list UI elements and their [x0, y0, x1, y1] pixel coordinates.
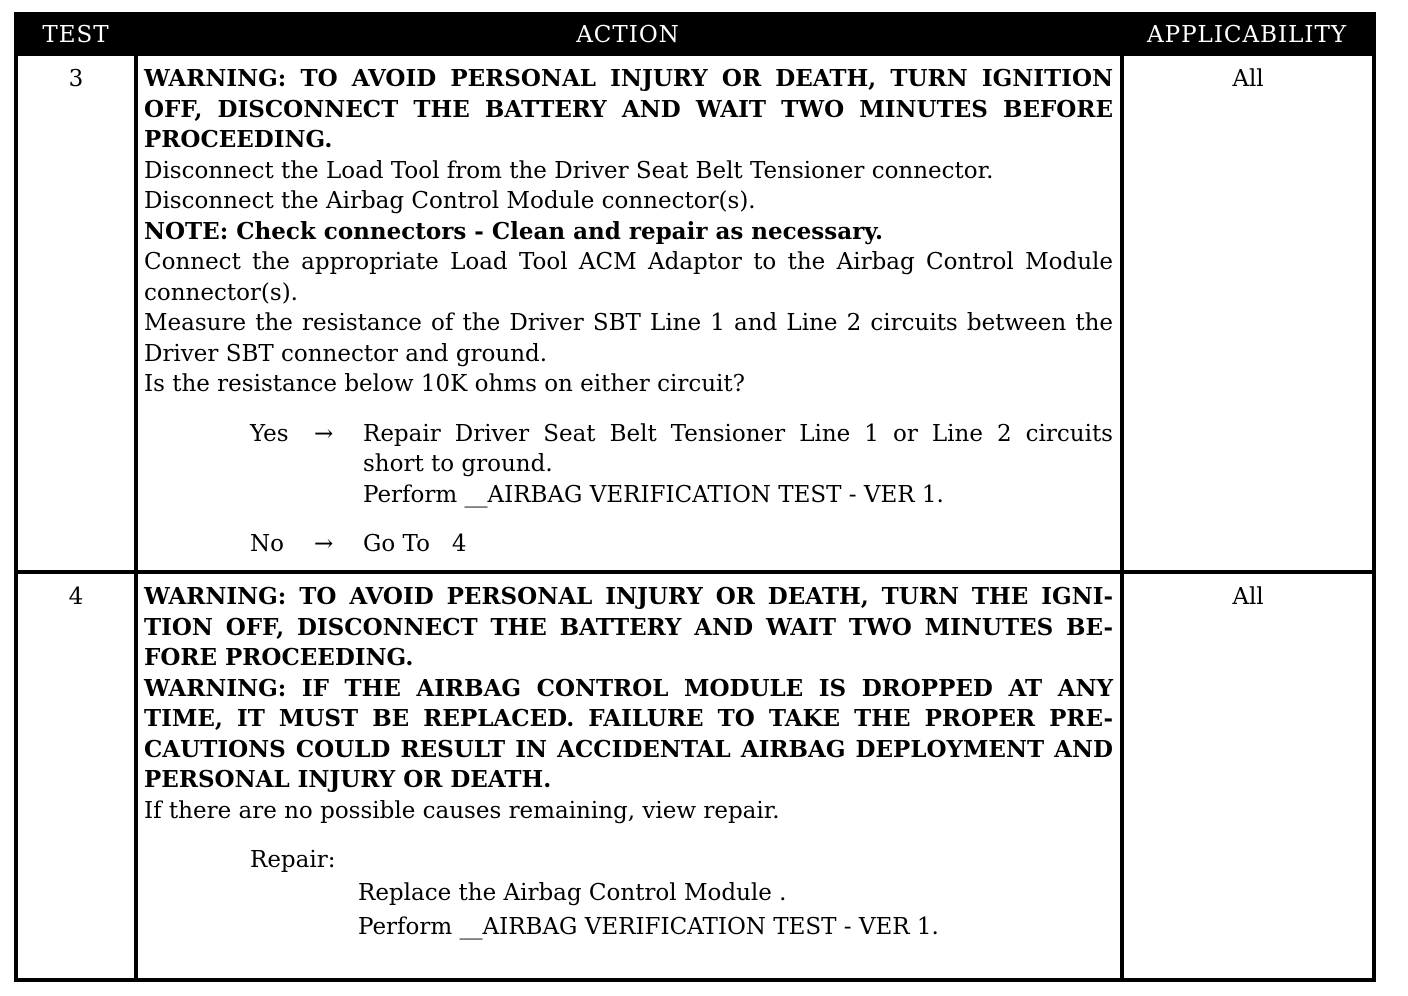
no-label: No — [250, 531, 284, 557]
warning-text: WARNING: TO AVOID PERSONAL INJURY OR DEATH, TURN IGNITION OFF, DISCONNECT THE BATTERY AND WAIT TWO MINUTES BEFORE PROCEEDING. — [144, 65, 1113, 153]
test-number-4: 4 — [68, 584, 84, 610]
action-cell-4 — [144, 582, 1113, 944]
step-text: Connect the appropriate Load Tool ACM Adaptor to the Airbag Control Module connector(s). — [144, 249, 1113, 306]
test-number-3: 3 — [68, 66, 84, 92]
repair-steps — [358, 876, 1113, 944]
right-arrow-icon: → — [314, 531, 334, 557]
repair-step: Perform __AIRBAG VERIFICATION TEST - VER 1. — [358, 913, 939, 940]
step-text: Disconnect the Airbag Control Module connector(s). — [144, 188, 756, 214]
question-text: Is the resistance below 10K ohms on either circuit? — [144, 371, 745, 397]
header-action: ACTION — [576, 22, 680, 48]
repair-step: Replace the Airbag Control Module . — [358, 879, 787, 906]
column-divider — [1120, 56, 1124, 978]
warning-text: WARNING: TO AVOID PERSONAL INJURY OR DEATH, TURN THE IGNI-TION OFF, DISCONNECT THE BATTERY AND WAIT TWO MINUTES BE-FORE PROCEEDING. — [144, 583, 1113, 671]
applicability-3: All — [1232, 66, 1264, 92]
column-divider — [134, 56, 138, 978]
yes-label: Yes — [250, 420, 289, 447]
header-applicability: APPLICABILITY — [1147, 22, 1347, 48]
diagnostic-table — [14, 12, 1376, 982]
action-cell-3 — [144, 64, 1113, 560]
note-text: NOTE: Check connectors - Clean and repair as necessary. — [144, 217, 883, 245]
step-text: Disconnect the Load Tool from the Driver Seat Belt Tensioner connector. — [144, 157, 994, 184]
warning-text: WARNING: IF THE AIRBAG CONTROL MODULE IS DROPPED AT ANY TIME, IT MUST BE REPLACED. FAILURE TO TAKE THE PROPER PRE-CAUTIONS COULD RESULT IN ACCIDENTAL AIRBAG DEPLOYMENT AND PERSONAL INJURY OR DEATH. — [144, 674, 1113, 793]
applicability-4: All — [1232, 584, 1264, 610]
step-text: Measure the resistance of the Driver SBT Line 1 and Line 2 circuits between the Driver SBT connector and ground. — [144, 310, 1113, 367]
yes-text: Perform __AIRBAG VERIFICATION TEST - VER 1. — [363, 481, 944, 508]
header-test: TEST — [42, 22, 110, 48]
yes-text: Repair Driver Seat Belt Tensioner Line 1 or Line 2 circuits short to ground. — [363, 420, 1113, 477]
repair-label: Repair: — [250, 847, 336, 873]
right-arrow-icon: → — [314, 420, 334, 447]
no-text: Go To 4 — [363, 531, 467, 557]
yes-branch — [144, 419, 1113, 511]
row-divider — [18, 570, 1372, 574]
table-header — [18, 16, 1372, 56]
info-text: If there are no possible causes remaining, view repair. — [144, 797, 780, 824]
no-branch — [144, 529, 1113, 560]
